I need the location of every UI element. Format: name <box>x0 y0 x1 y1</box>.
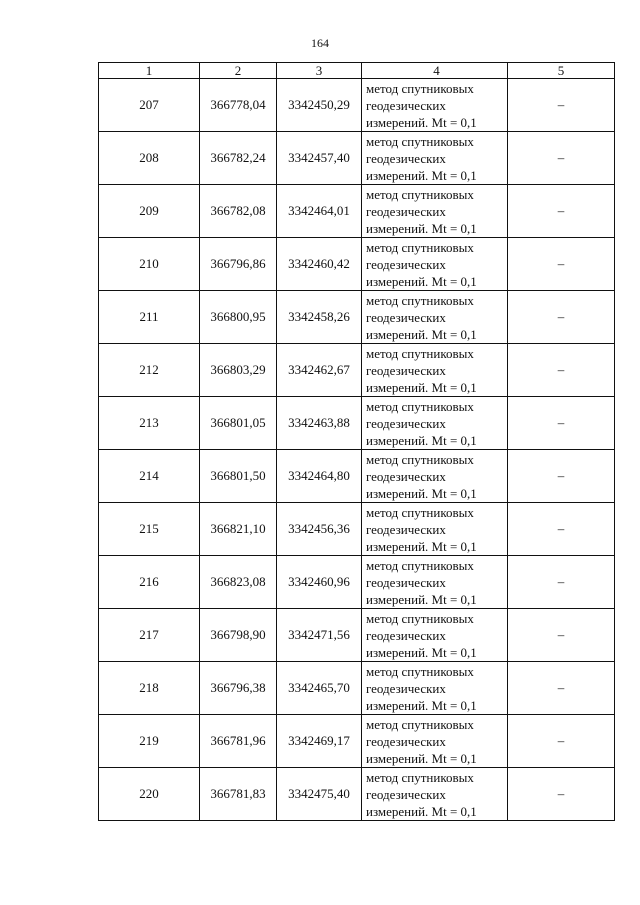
method-line: метод спутниковых <box>366 133 474 149</box>
y-coordinate-cell: 3342464,80 <box>277 450 362 503</box>
method-line: метод спутниковых <box>366 292 474 308</box>
x-coordinate-cell: 366781,96 <box>200 715 277 768</box>
point-number-cell: 217 <box>99 609 200 662</box>
method-text <box>366 716 507 767</box>
x-coordinate-cell: 366800,95 <box>200 291 277 344</box>
method-text <box>366 557 507 608</box>
method-text <box>366 451 507 502</box>
method-line: метод спутниковых <box>366 663 474 679</box>
table-header-row <box>99 63 615 79</box>
method-line: геодезических <box>366 627 446 643</box>
coordinates-table <box>98 62 615 821</box>
y-coordinate-cell: 3342460,96 <box>277 556 362 609</box>
x-coordinate-cell: 366782,08 <box>200 185 277 238</box>
y-coordinate-cell: 3342457,40 <box>277 132 362 185</box>
column-header-5: 5 <box>508 63 615 79</box>
point-number-cell: 214 <box>99 450 200 503</box>
y-coordinate-cell: 3342458,26 <box>277 291 362 344</box>
table-row <box>99 662 615 715</box>
x-coordinate-cell: 366801,50 <box>200 450 277 503</box>
point-number-cell: 207 <box>99 79 200 132</box>
x-coordinate-cell: 366803,29 <box>200 344 277 397</box>
method-line: метод спутниковых <box>366 186 474 202</box>
x-coordinate-cell: 366778,04 <box>200 79 277 132</box>
point-number-cell: 216 <box>99 556 200 609</box>
method-line: измерений. Mt = 0,1 <box>366 750 477 766</box>
point-number-cell: 212 <box>99 344 200 397</box>
method-cell <box>362 79 508 132</box>
method-cell <box>362 397 508 450</box>
x-coordinate-cell: 366796,86 <box>200 238 277 291</box>
method-text <box>366 345 507 396</box>
method-line: измерений. Mt = 0,1 <box>366 379 477 395</box>
y-coordinate-cell: 3342464,01 <box>277 185 362 238</box>
method-cell <box>362 503 508 556</box>
x-coordinate-cell: 366801,05 <box>200 397 277 450</box>
note-cell: – <box>508 291 615 344</box>
method-line: геодезических <box>366 468 446 484</box>
method-line: измерений. Mt = 0,1 <box>366 591 477 607</box>
method-line: метод спутниковых <box>366 716 474 732</box>
x-coordinate-cell: 366821,10 <box>200 503 277 556</box>
method-text <box>366 504 507 555</box>
method-line: метод спутниковых <box>366 80 474 96</box>
method-cell <box>362 291 508 344</box>
note-cell: – <box>508 768 615 821</box>
method-text <box>366 239 507 290</box>
method-line: геодезических <box>366 680 446 696</box>
method-line: измерений. Mt = 0,1 <box>366 485 477 501</box>
table-row <box>99 503 615 556</box>
table-row <box>99 344 615 397</box>
method-cell <box>362 238 508 291</box>
method-cell <box>362 132 508 185</box>
method-text <box>366 769 507 820</box>
point-number-cell: 209 <box>99 185 200 238</box>
note-cell: – <box>508 556 615 609</box>
y-coordinate-cell: 3342469,17 <box>277 715 362 768</box>
method-text <box>366 398 507 449</box>
y-coordinate-cell: 3342460,42 <box>277 238 362 291</box>
point-number-cell: 208 <box>99 132 200 185</box>
table-row <box>99 291 615 344</box>
method-cell <box>362 556 508 609</box>
method-cell <box>362 609 508 662</box>
note-cell: – <box>508 132 615 185</box>
point-number-cell: 220 <box>99 768 200 821</box>
x-coordinate-cell: 366823,08 <box>200 556 277 609</box>
method-line: метод спутниковых <box>366 557 474 573</box>
method-line: геодезических <box>366 415 446 431</box>
y-coordinate-cell: 3342463,88 <box>277 397 362 450</box>
method-line: метод спутниковых <box>366 398 474 414</box>
y-coordinate-cell: 3342475,40 <box>277 768 362 821</box>
point-number-cell: 213 <box>99 397 200 450</box>
note-cell: – <box>508 344 615 397</box>
table-row <box>99 238 615 291</box>
method-text <box>366 292 507 343</box>
y-coordinate-cell: 3342471,56 <box>277 609 362 662</box>
table-row <box>99 450 615 503</box>
point-number-cell: 218 <box>99 662 200 715</box>
y-coordinate-cell: 3342450,29 <box>277 79 362 132</box>
method-line: измерений. Mt = 0,1 <box>366 697 477 713</box>
column-header-2: 2 <box>200 63 277 79</box>
note-cell: – <box>508 238 615 291</box>
method-text <box>366 133 507 184</box>
method-line: измерений. Mt = 0,1 <box>366 167 477 183</box>
note-cell: – <box>508 450 615 503</box>
table-row <box>99 397 615 450</box>
method-cell <box>362 185 508 238</box>
method-line: измерений. Mt = 0,1 <box>366 432 477 448</box>
method-line: геодезических <box>366 786 446 802</box>
note-cell: – <box>508 79 615 132</box>
method-line: геодезических <box>366 97 446 113</box>
method-line: измерений. Mt = 0,1 <box>366 803 477 819</box>
table-row <box>99 185 615 238</box>
method-line: измерений. Mt = 0,1 <box>366 326 477 342</box>
method-line: метод спутниковых <box>366 345 474 361</box>
method-line: метод спутниковых <box>366 239 474 255</box>
column-header-1: 1 <box>99 63 200 79</box>
point-number-cell: 219 <box>99 715 200 768</box>
x-coordinate-cell: 366798,90 <box>200 609 277 662</box>
method-line: геодезических <box>366 521 446 537</box>
method-cell <box>362 450 508 503</box>
method-line: метод спутниковых <box>366 610 474 626</box>
method-line: геодезических <box>366 203 446 219</box>
note-cell: – <box>508 662 615 715</box>
method-line: метод спутниковых <box>366 504 474 520</box>
method-line: метод спутниковых <box>366 451 474 467</box>
method-cell <box>362 768 508 821</box>
y-coordinate-cell: 3342462,67 <box>277 344 362 397</box>
method-text <box>366 186 507 237</box>
y-coordinate-cell: 3342456,36 <box>277 503 362 556</box>
method-cell <box>362 344 508 397</box>
note-cell: – <box>508 715 615 768</box>
method-text <box>366 663 507 714</box>
point-number-cell: 210 <box>99 238 200 291</box>
method-text <box>366 610 507 661</box>
column-header-4: 4 <box>362 63 508 79</box>
page-number: 164 <box>311 36 329 50</box>
method-line: геодезических <box>366 150 446 166</box>
y-coordinate-cell: 3342465,70 <box>277 662 362 715</box>
method-cell <box>362 662 508 715</box>
method-text <box>366 80 507 131</box>
column-header-3: 3 <box>277 63 362 79</box>
table-body <box>99 79 615 821</box>
note-cell: – <box>508 397 615 450</box>
method-line: измерений. Mt = 0,1 <box>366 538 477 554</box>
note-cell: – <box>508 609 615 662</box>
method-line: измерений. Mt = 0,1 <box>366 220 477 236</box>
method-line: геодезических <box>366 574 446 590</box>
table-row <box>99 79 615 132</box>
table-row <box>99 132 615 185</box>
table-row <box>99 609 615 662</box>
x-coordinate-cell: 366796,38 <box>200 662 277 715</box>
table-row <box>99 768 615 821</box>
method-line: измерений. Mt = 0,1 <box>366 644 477 660</box>
x-coordinate-cell: 366782,24 <box>200 132 277 185</box>
method-line: геодезических <box>366 733 446 749</box>
method-cell <box>362 715 508 768</box>
method-line: метод спутниковых <box>366 769 474 785</box>
point-number-cell: 211 <box>99 291 200 344</box>
note-cell: – <box>508 503 615 556</box>
table-row <box>99 556 615 609</box>
x-coordinate-cell: 366781,83 <box>200 768 277 821</box>
method-line: измерений. Mt = 0,1 <box>366 114 477 130</box>
method-line: измерений. Mt = 0,1 <box>366 273 477 289</box>
table-row <box>99 715 615 768</box>
method-line: геодезических <box>366 256 446 272</box>
note-cell: – <box>508 185 615 238</box>
method-line: геодезических <box>366 309 446 325</box>
method-line: геодезических <box>366 362 446 378</box>
point-number-cell: 215 <box>99 503 200 556</box>
